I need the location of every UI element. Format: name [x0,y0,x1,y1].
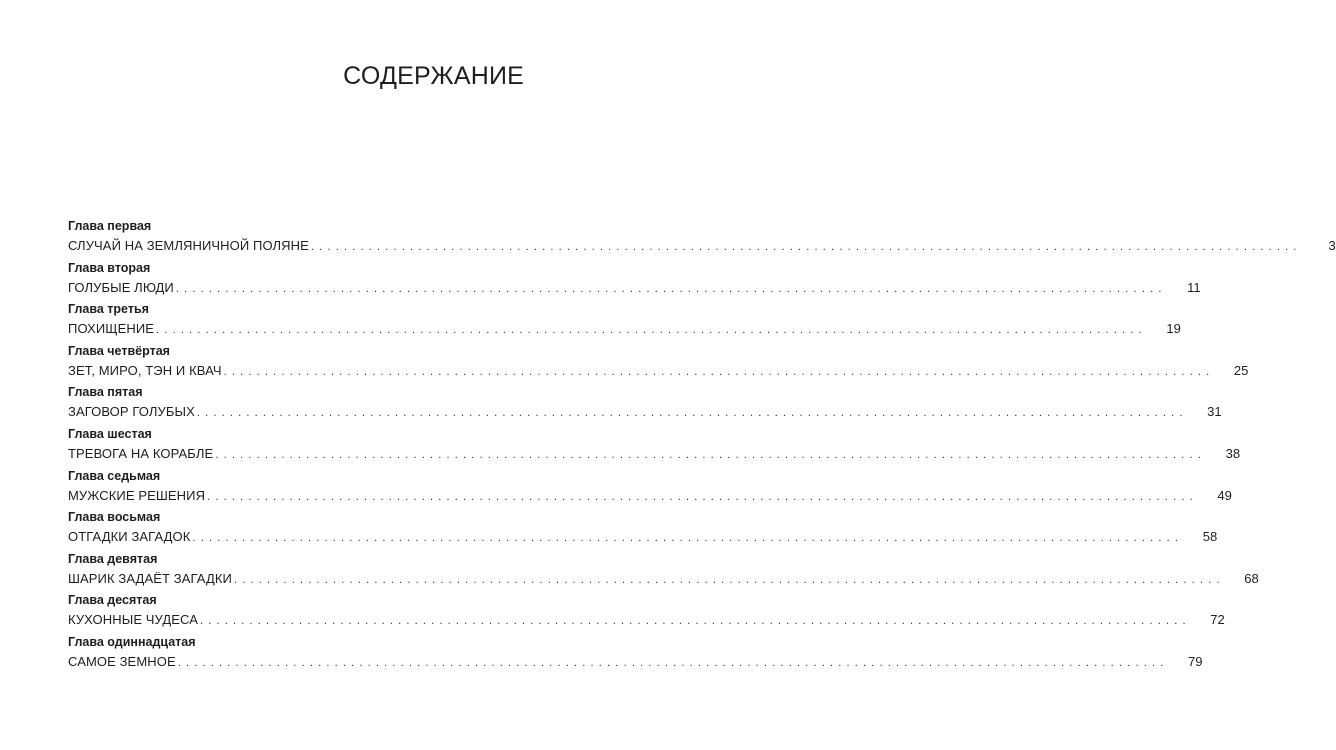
page-number: 19 [1166,321,1181,337]
dot-leader: ........................................................................................................................ [175,282,1167,295]
page-number: 58 [1202,529,1218,545]
chapter-title: ЗЕТ, МИРО, ТЭН И КВАЧ [68,362,222,378]
toc-entry [68,426,1241,468]
page-number: 3 [1328,238,1336,253]
chapter-row [68,611,1225,630]
toc-entry [68,468,1232,510]
toc-entry [68,260,1201,302]
chapter-row [68,528,1218,547]
chapter-label: Глава шестая [68,426,152,441]
toc-entry [68,218,1336,260]
chapter-row [68,320,1181,339]
page-number: 11 [1187,279,1201,295]
table-of-contents [68,218,1336,676]
chapter-row [68,279,1201,298]
page-number: 68 [1244,570,1259,586]
toc-entry [68,592,1225,634]
chapter-title: ОТГАДКИ ЗАГАДОК [68,529,191,545]
page-number: 72 [1210,612,1225,628]
chapter-row [68,362,1249,381]
dot-leader: ........................................................................................................................ [215,448,1207,461]
chapter-label: Глава седьмая [68,468,161,483]
chapter-row [68,237,1336,256]
dot-leader: ........................................................................................................................ [233,573,1225,586]
chapter-title: ПОХИЩЕНИЕ [68,321,155,337]
dot-leader: ........................................................................................................................ [196,407,1188,420]
chapter-title: ТРЕВОГА НА КОРАБЛЕ [68,445,214,461]
page-number: 25 [1233,362,1249,378]
chapter-title: САМОЕ ЗЕМНОЕ [68,653,176,669]
chapter-label: Глава первая [68,219,152,233]
toc-entry [68,343,1249,385]
page-number: 38 [1225,445,1241,461]
dot-leader: ........................................................................................................................ [199,615,1191,628]
chapter-label: Глава вторая [68,260,151,275]
dot-leader: ........................................................................................................................ [310,241,1302,253]
chapter-title: ЗАГОВОР ГОЛУБЫХ [68,404,195,420]
chapter-label: Глава одиннадцатая [68,634,196,649]
chapter-title: КУХОННЫЕ ЧУДЕСА [68,612,198,628]
toc-entry [68,634,1203,676]
dot-leader: ........................................................................................................................ [192,532,1184,545]
page-number: 49 [1217,487,1232,503]
page-number: 31 [1207,404,1222,420]
chapter-title: СЛУЧАЙ НА ЗЕМЛЯНИЧНОЙ ПОЛЯНЕ [68,238,309,253]
toc-entry [68,301,1181,343]
chapter-label: Глава девятая [68,551,158,566]
chapter-label: Глава четвёртая [68,343,170,358]
toc-entry [68,509,1218,551]
dot-leader: ........................................................................................................................ [207,490,1198,503]
toc-entry [68,384,1222,426]
chapter-label: Глава восьмая [68,510,161,525]
dot-leader: ........................................................................................................................ [177,656,1169,669]
chapter-label: Глава десятая [68,593,157,608]
dot-leader: ........................................................................................................................ [156,324,1147,337]
chapter-label: Глава пятая [68,385,143,400]
page-title: СОДЕРЖАНИЕ [343,62,524,90]
chapter-row [68,487,1232,506]
toc-entry [68,551,1259,593]
dot-leader: ........................................................................................................................ [223,365,1215,378]
chapter-label: Глава третья [68,302,149,317]
page-number: 79 [1188,653,1203,669]
chapter-row [68,445,1241,464]
chapter-title: ГОЛУБЫЕ ЛЮДИ [68,279,174,295]
chapter-row [68,653,1203,672]
chapter-row [68,570,1259,589]
chapter-title: ШАРИК ЗАДАЁТ ЗАГАДКИ [68,570,232,586]
chapter-title: МУЖСКИЕ РЕШЕНИЯ [68,487,206,503]
chapter-row [68,403,1222,422]
